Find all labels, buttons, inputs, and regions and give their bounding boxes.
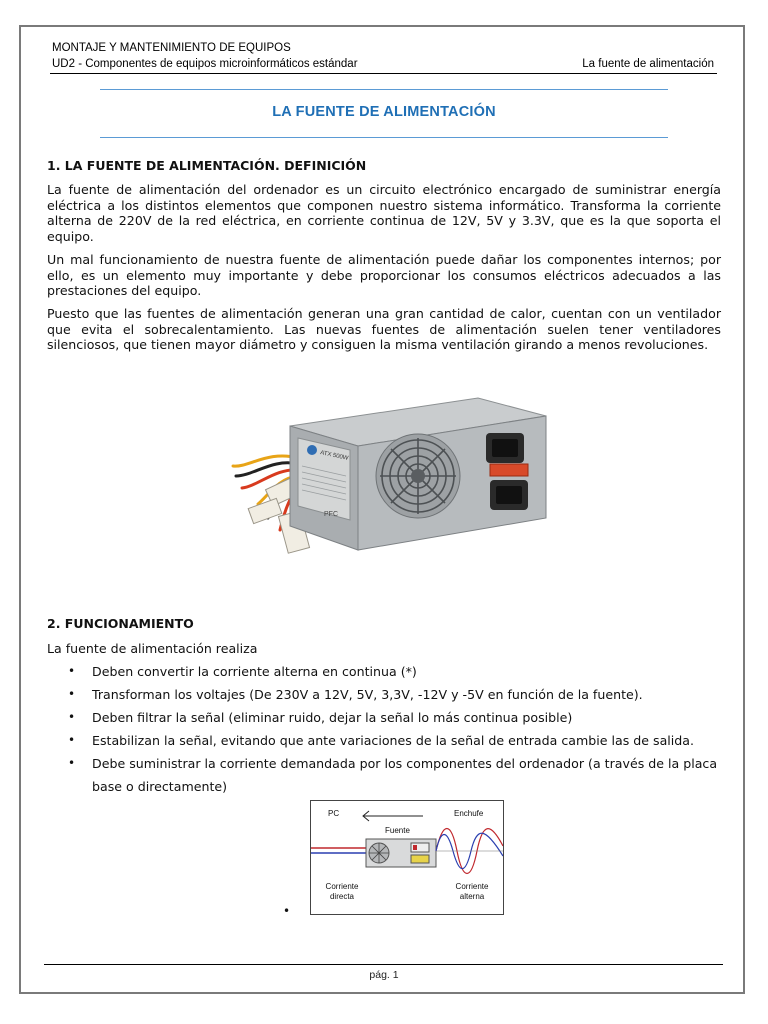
diagram-pc-label: PC <box>328 809 340 818</box>
bullet-marker: • <box>283 904 291 918</box>
page-title: LA FUENTE DE ALIMENTACIÓN <box>272 104 496 120</box>
list-item: • Deben convertir la corriente alterna en continua (*) <box>47 660 727 683</box>
section-1-paragraph-3: Puesto que las fuentes de alimentación generan una gran cantidad de calor, cuentan con un ventilador que evita el sobrecalentamiento. Las nuevas fuentes de alimentación suelen tener ventiladores silenciosos, que tienen mayor diámetro y consiguen la misma ventilación girando a menos revoluciones. <box>47 306 721 352</box>
diagram-ac-line-1: Corriente <box>455 882 489 891</box>
diagram-dc-line-2: directa <box>329 892 354 901</box>
diagram-ac-label <box>447 882 497 902</box>
page-number: pág. 1 <box>369 969 399 981</box>
section-2-intro: La fuente de alimentación realiza <box>47 641 258 656</box>
list-item: • Transforman los voltajes (De 230V a 12V, 5V, 3,3V, -12V y -5V en función de la fuente). <box>47 683 727 706</box>
psu-model-label: ATX 500W <box>319 450 349 462</box>
list-item: • Debe suministrar la corriente demandada por los componentes del ordenador (a través de la placa base o directamente) <box>47 752 727 798</box>
list-item: • Deben filtrar la señal (eliminar ruido, dejar la señal lo más continua posible) <box>47 706 727 729</box>
header-rule <box>50 73 717 74</box>
conversion-diagram <box>310 800 504 915</box>
diagram-dc-line-1: Corriente <box>325 882 359 891</box>
section-1-paragraph-1: La fuente de alimentación del ordenador es un circuito electrónico encargado de suministrar energía eléctrica a los distintos elementos que componen nuestro sistema informático. Transforma la corriente alterna de 220V de la red eléctrica, en corriente continua de 12V, 5V y 3.3V, que es la que soporta el equipo. <box>47 182 721 244</box>
diagram-dc-label <box>317 882 367 902</box>
list-item: • Estabilizan la señal, evitando que ante variaciones de la señal de entrada cambie las de salida. <box>47 729 727 752</box>
header-course: MONTAJE Y MANTENIMIENTO DE EQUIPOS <box>52 42 291 54</box>
section-1-paragraph-2: Un mal funcionamiento de nuestra fuente de alimentación puede dañar los componentes internos; por ello, es un elemento muy importante y debe proporcionar los consumos eléctricos adecuados a las prestaciones del equipo. <box>47 252 721 298</box>
title-rule-bottom <box>100 137 668 138</box>
section-2-heading: 2. FUNCIONAMIENTO <box>47 616 194 631</box>
diagram-box-label: Fuente <box>385 826 410 835</box>
power-supply-image <box>228 388 548 563</box>
section-1-heading: 1. LA FUENTE DE ALIMENTACIÓN. DEFINICIÓN <box>47 158 367 173</box>
psu-side-label: PFC <box>324 511 338 518</box>
diagram-ac-line-2: alterna <box>459 892 485 901</box>
header-topic: La fuente de alimentación <box>582 58 714 70</box>
title-rule-top <box>100 89 668 90</box>
diagram-outlet-label: Enchufe <box>454 809 484 818</box>
header-unit: UD2 - Componentes de equipos microinformáticos estándar <box>52 58 358 70</box>
function-list <box>47 660 727 798</box>
footer-rule <box>44 964 723 965</box>
